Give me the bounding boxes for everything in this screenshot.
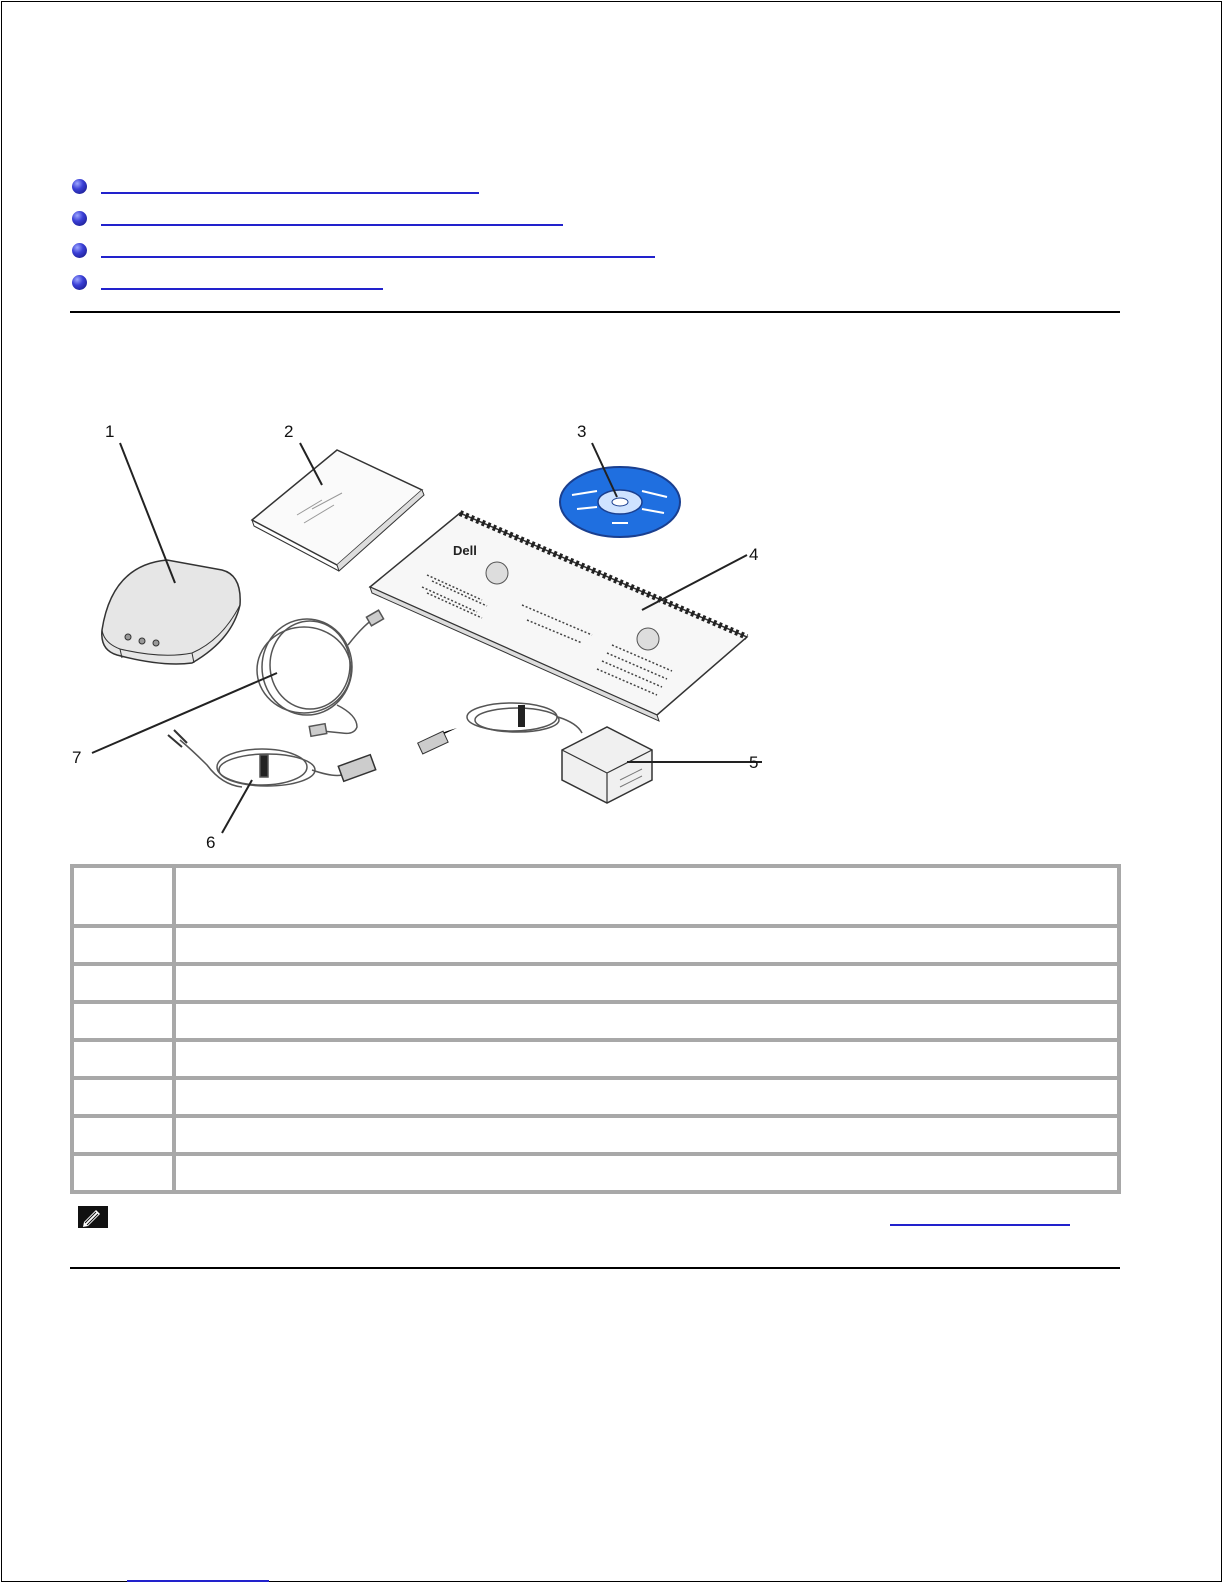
- back-to-top-link[interactable]: [127, 1568, 269, 1582]
- bullet-icon: [72, 211, 87, 226]
- header-cell-description: [174, 866, 1119, 926]
- cell-number: [72, 1116, 174, 1154]
- cell-number: [72, 1078, 174, 1116]
- toc-link-3[interactable]: [101, 242, 655, 258]
- table-row: [72, 1078, 1119, 1116]
- bullet-icon: [72, 275, 87, 290]
- bullet-icon: [72, 243, 87, 258]
- toc-link-2[interactable]: [101, 210, 563, 226]
- note-pencil-icon: [78, 1206, 108, 1228]
- note-link[interactable]: [890, 1210, 1070, 1226]
- note-block: [78, 1206, 1128, 1228]
- power-adapter-illustration: [418, 703, 652, 803]
- table-of-contents: [72, 170, 655, 298]
- callout-5: 5: [749, 753, 759, 772]
- table-header-row: [72, 866, 1119, 926]
- booklet-illustration: [252, 450, 424, 571]
- table-row: [72, 1154, 1119, 1192]
- table-row: [72, 1002, 1119, 1040]
- toc-item[interactable]: [72, 234, 655, 266]
- table-row: [72, 1116, 1119, 1154]
- callout-1: 1: [105, 422, 115, 441]
- cell-description: [174, 1002, 1119, 1040]
- power-cord-illustration: [168, 730, 376, 787]
- toc-item[interactable]: [72, 170, 655, 202]
- cell-description: [174, 926, 1119, 964]
- cell-number: [72, 1002, 174, 1040]
- callout-6: 6: [206, 833, 216, 852]
- package-contents-illustration: [72, 405, 792, 860]
- callout-2: 2: [284, 422, 294, 441]
- cell-description: [174, 964, 1119, 1002]
- callout-4: 4: [749, 545, 759, 564]
- table-row: [72, 1040, 1119, 1078]
- poster-logo: Dell: [453, 543, 477, 558]
- cell-description: [174, 1078, 1119, 1116]
- header-cell-number: [72, 866, 174, 926]
- cell-description: [174, 1116, 1119, 1154]
- cell-number: [72, 926, 174, 964]
- cd-illustration: [560, 467, 680, 537]
- print-adapter-illustration: [102, 560, 240, 664]
- section-divider-top: [70, 311, 1120, 313]
- table-row: [72, 926, 1119, 964]
- toc-link-4[interactable]: [101, 274, 383, 290]
- cell-number: [72, 1154, 174, 1192]
- callout-3: 3: [577, 422, 587, 441]
- bullet-icon: [72, 179, 87, 194]
- package-contents-table: [70, 864, 1121, 1194]
- section-divider-bottom: [70, 1267, 1120, 1269]
- cell-number: [72, 1040, 174, 1078]
- callout-7: 7: [72, 748, 82, 767]
- toc-item[interactable]: [72, 202, 655, 234]
- toc-link-1[interactable]: [101, 178, 479, 194]
- toc-item[interactable]: [72, 266, 655, 298]
- cell-description: [174, 1040, 1119, 1078]
- cell-description: [174, 1154, 1119, 1192]
- setup-poster-illustration: [370, 513, 747, 721]
- table-row: [72, 964, 1119, 1002]
- cell-number: [72, 964, 174, 1002]
